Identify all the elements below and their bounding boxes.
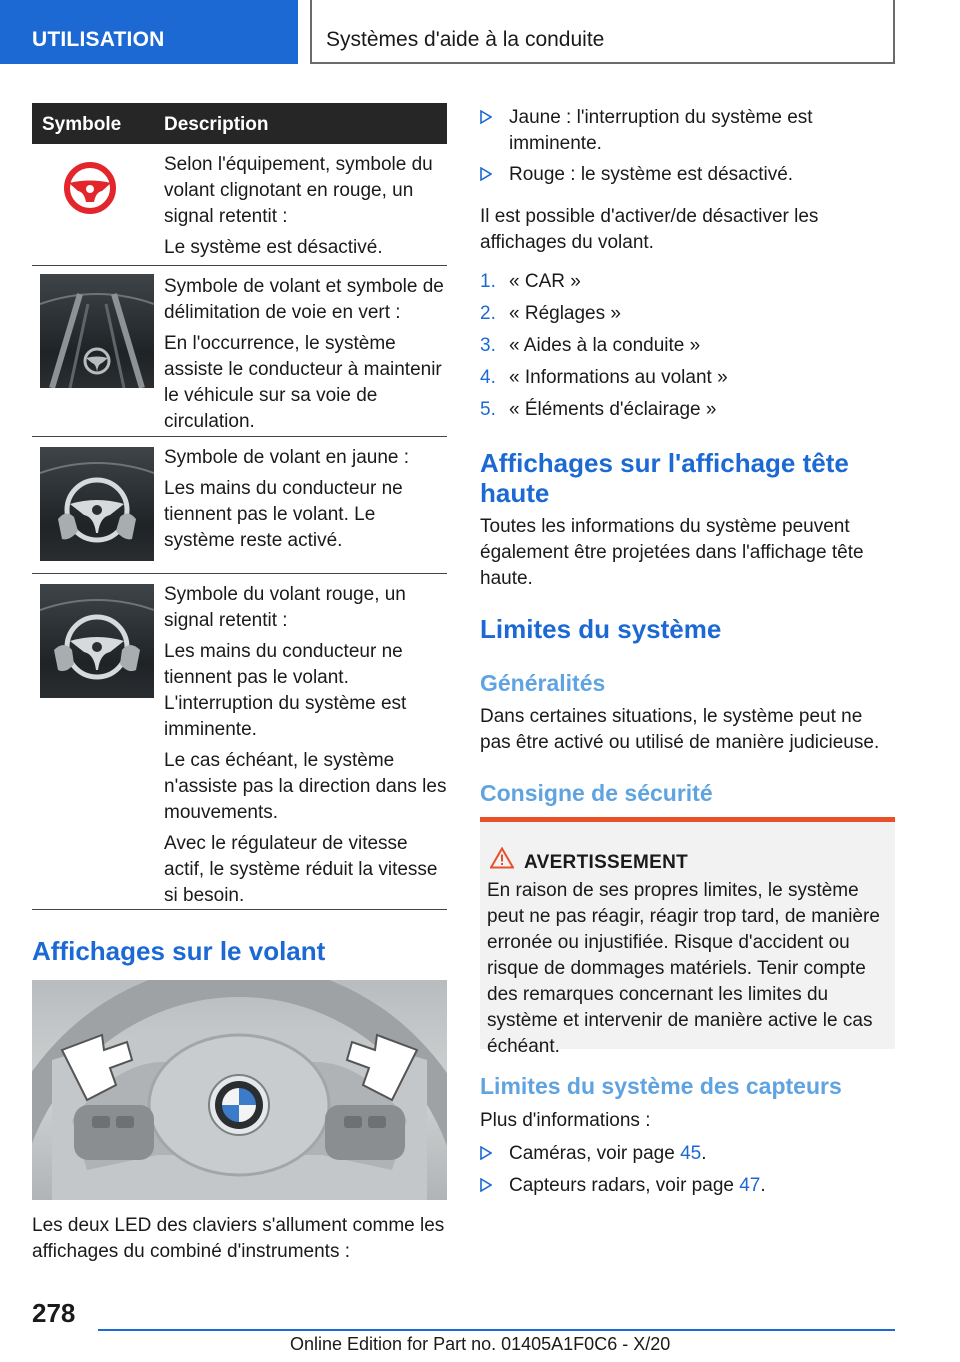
steering-display-heading: Affichages sur le volant — [32, 936, 326, 966]
general-paragraph: Dans certaines situations, le système peut ne pas être activé ou utilisé de manière judicieuse. — [480, 706, 880, 753]
steering-wheel-hands-red-icon — [40, 584, 154, 698]
section-tab — [0, 0, 298, 64]
chapter-title: Systèmes d'aide à la conduite — [326, 28, 605, 51]
bullet-triangle-icon — [480, 1146, 492, 1160]
symbol-table — [32, 103, 447, 910]
list-item — [480, 1141, 895, 1167]
steering-wheel-red-icon — [40, 158, 154, 223]
bullet-text: Rouge : le système est désactivé. — [509, 164, 794, 185]
steering-wheel-hands-yellow-icon — [40, 447, 154, 561]
list-item — [480, 1173, 895, 1199]
limits-heading: Limites du système — [480, 614, 722, 644]
step-text: « Réglages » — [509, 303, 621, 324]
table-row — [32, 144, 447, 266]
page-link-cameras[interactable]: 45 — [680, 1143, 702, 1164]
row-text: Le système est désactivé. — [164, 237, 383, 258]
general-heading: Généralités — [480, 670, 606, 696]
column-description-header: Description — [164, 114, 269, 135]
page-number: 278 — [32, 1298, 76, 1328]
step-number: 4. — [480, 367, 496, 388]
row-text: Les mains du conducteur ne tiennent pas le volant. Le système reste activé. — [164, 478, 403, 551]
table-row — [32, 266, 447, 437]
step-text: « Aides à la conduite » — [509, 335, 701, 356]
bullet-triangle-icon — [480, 167, 492, 181]
row-text: En l'occurrence, le système assiste le conducteur à maintenir le véhicule sur sa voie de circulation. — [164, 333, 442, 432]
bullet-text: Jaune : l'interruption du système est imminente. — [509, 107, 813, 154]
list-item — [480, 271, 581, 293]
row-text: Symbole de volant et symbole de délimitation de voie en vert : — [164, 276, 444, 323]
row-text: Symbole du volant rouge, un signal retentit : — [164, 584, 406, 631]
list-item — [480, 367, 728, 389]
warning-triangle-icon — [490, 847, 514, 869]
step-text: « CAR » — [509, 271, 581, 292]
table-header — [32, 103, 447, 144]
warning-text: En raison de ses propres limites, le système peut ne pas réagir, réagir trop tard, de manière erronée ou injustifiée. Risque d'accident ou risque de dommages matériels. Tenir compte des remarques concernant les limites du système et intervenir de manière active le cas échéant. — [487, 880, 880, 1057]
hud-heading: Affichages sur l'affichage tête haute — [480, 448, 849, 508]
table-row — [32, 437, 447, 574]
hud-paragraph: Toutes les informations du système peuvent également être projetées dans l'affichage tête haute. — [480, 516, 864, 589]
row-text: Selon l'équipement, symbole du volant clignotant en rouge, un signal retentit : — [164, 154, 433, 227]
toggle-paragraph: Il est possible d'activer/de désactiver les affichages du volant. — [480, 206, 819, 253]
photo-caption: Les deux LED des claviers s'allument comme les affichages du combiné d'instruments : — [32, 1215, 445, 1262]
warning-title: AVERTISSEMENT — [524, 852, 689, 873]
bullet-triangle-icon — [480, 1178, 492, 1192]
link-suffix: . — [701, 1143, 707, 1164]
column-symbol-header: Symbole — [42, 114, 122, 135]
list-item — [480, 399, 716, 421]
edition-text: Online Edition for Part no. 01405A1F0C6 - X/20 — [290, 1334, 671, 1354]
page-link-radars[interactable]: 47 — [739, 1175, 761, 1196]
chapter-tab — [310, 0, 895, 64]
list-item — [480, 105, 895, 157]
list-item — [480, 335, 700, 357]
step-text: « Éléments d'éclairage » — [509, 399, 717, 420]
step-number: 3. — [480, 335, 496, 356]
list-item — [480, 303, 621, 325]
step-text: « Informations au volant » — [509, 367, 728, 388]
bullet-triangle-icon — [480, 110, 492, 124]
section-title: UTILISATION — [32, 28, 165, 51]
link-suffix: . — [760, 1175, 766, 1196]
table-row — [32, 574, 447, 910]
sensor-intro: Plus d'informations : — [480, 1110, 651, 1131]
sensor-limits-heading: Limites du système des capteurs — [480, 1073, 842, 1099]
step-number: 2. — [480, 303, 496, 324]
step-number: 5. — [480, 399, 496, 420]
footer-divider — [98, 1329, 895, 1331]
steering-wheel-lane-green-icon — [40, 274, 154, 388]
row-text: Avec le régulateur de vitesse actif, le système réduit la vitesse si besoin. — [164, 833, 438, 906]
list-item — [480, 162, 895, 188]
steering-wheel-photo — [32, 980, 447, 1200]
link-prefix: Capteurs radars, voir page — [509, 1175, 740, 1196]
row-text: Symbole de volant en jaune : — [164, 447, 410, 468]
row-text: Les mains du conducteur ne tiennent pas le volant. L'interruption du système est imminente. — [164, 641, 407, 740]
link-prefix: Caméras, voir page — [509, 1143, 681, 1164]
step-number: 1. — [480, 271, 496, 292]
row-text: Le cas échéant, le système n'assiste pas la direction dans les mouvements. — [164, 750, 447, 823]
safety-heading: Consigne de sécurité — [480, 780, 713, 806]
warning-box — [480, 817, 895, 1057]
